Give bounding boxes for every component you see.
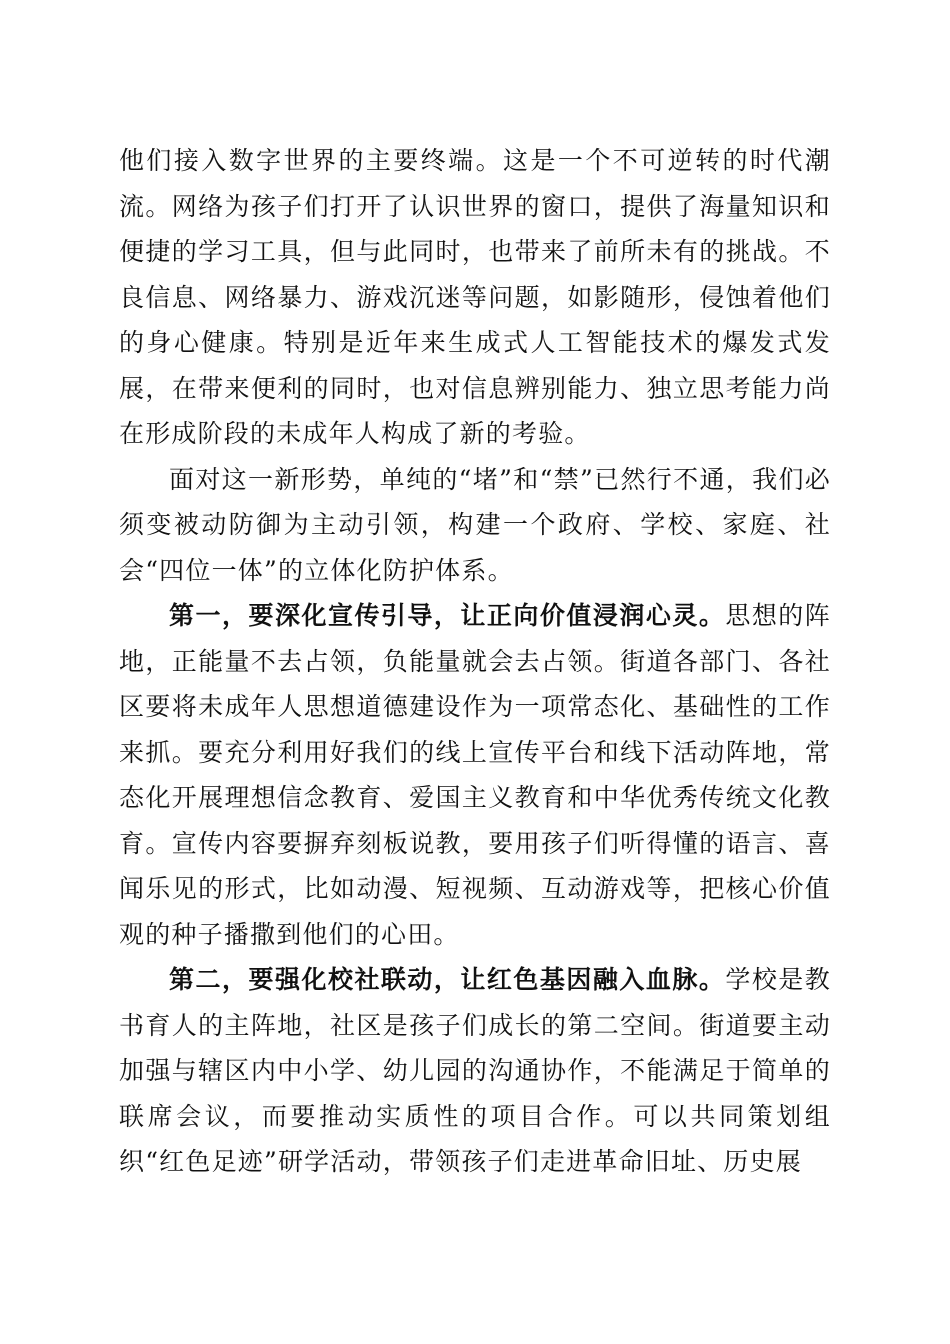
body-text — [119, 138, 831, 1185]
paragraph-continuation — [119, 138, 831, 457]
paragraph-text: 思想的阵地，正能量不去占领，负能量就会去占领。街道各部门、各社区要将未成年人思想道德建设作为一项常态化、基础性的工作来抓。要充分利用好我们的线上宣传平台和线下活动阵地，常态化开展理想信念教育、爱国主义教育和中华优秀传统文化教育。宣传内容要摒弃刻板说教，要用孩子们听得懂的语言、喜闻乐见的形式，比如动漫、短视频、互动游戏等，把核心价值观的种子播撒到他们的心田。 — [119, 601, 832, 949]
paragraph-second-point — [119, 957, 831, 1185]
paragraph-first-point — [119, 593, 831, 957]
paragraph-lead: 第一，要深化宣传引导，让正向价值浸润心灵。 — [169, 601, 726, 630]
paragraph-text: 他们接入数字世界的主要终端。这是一个不可逆转的时代潮流。网络为孩子们打开了认识世界的窗口，提供了海量知识和便捷的学习工具，但与此同时，也带来了前所未有的挑战。不良信息、网络暴力、游戏沉迷等问题，如影随形，侵蚀着他们的身心健康。特别是近年来生成式人工智能技术的爆发式发展，在带来便利的同时，也对信息辨别能力、独立思考能力尚在形成阶段的未成年人构成了新的考验。 — [119, 146, 831, 448]
paragraph-text: 学校是教书育人的主阵地，社区是孩子们成长的第二空间。街道要主动加强与辖区内中小学、幼儿园的沟通协作，不能满足于简单的联席会议，而要推动实质性的项目合作。可以共同策划组织“红色足迹”研学活动，带领孩子们走进革命旧址、历史展 — [119, 965, 832, 1176]
paragraph-new-situation — [119, 457, 831, 594]
paragraph-lead: 第二，要强化校社联动，让红色基因融入血脉。 — [169, 965, 726, 994]
paragraph-text: 面对这一新形势，单纯的“堵”和“禁”已然行不通，我们必须变被动防御为主动引领，构建一个政府、学校、家庭、社会“四位一体”的立体化防护体系。 — [119, 464, 831, 585]
